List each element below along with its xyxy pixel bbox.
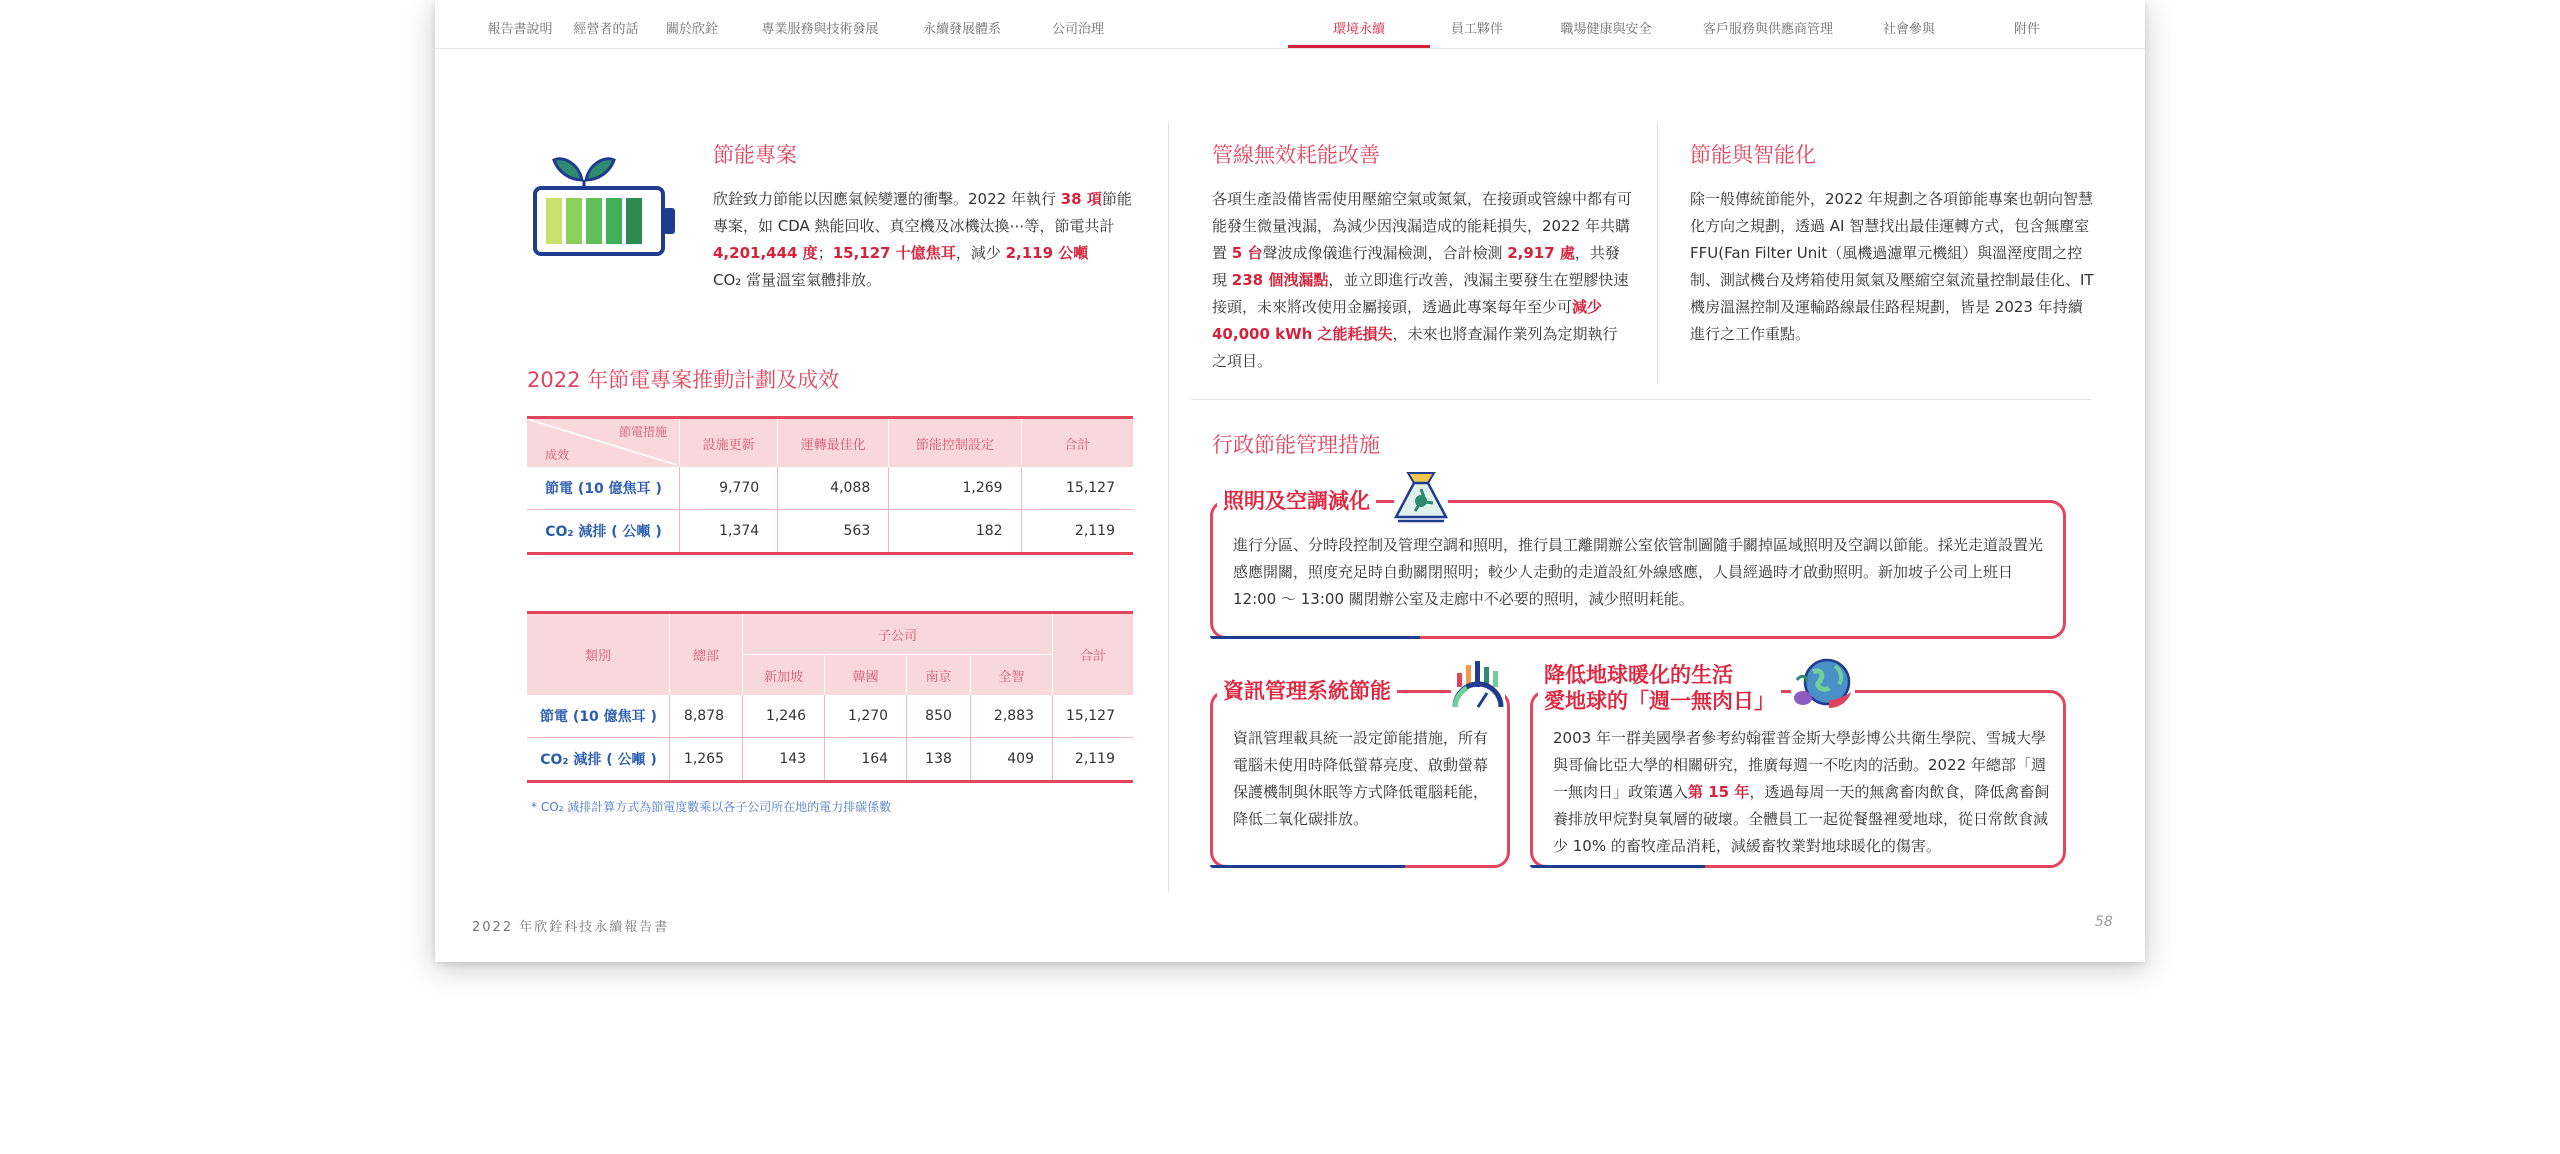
highlight-value: 238 個洩漏點 [1231,271,1329,289]
nav-item-environment[interactable]: 環境永續 [1332,22,1386,37]
report-page [435,0,2145,962]
table-corner-header [527,418,680,468]
table-cell: 1,270 [825,695,907,738]
pipeline-paragraph [1212,186,1632,375]
meatless-title-line2: 愛地球的「週一無肉日」 [1544,689,1775,713]
nav-item-appendix[interactable]: 附件 [2013,22,2041,37]
highlight-value: 減少 40,000 kWh 之能耗損失 [1212,298,1603,343]
text-run: ，未來也將查漏作業列為定期執行之項目。 [1212,325,1618,370]
column-header-group: 子公司 [743,613,1053,655]
nav-item-report-description[interactable]: 報告書說明 [487,22,553,37]
highlight-value: 4,201,444 度 [713,244,818,262]
meatless-text [1553,725,2053,860]
lighting-box [1210,500,2066,639]
text-run: CO₂ 當量溫室氣體排放。 [713,271,882,289]
lighting-text: 進行分區、分時段控制及管理空調和照明，推行員工離開辦公室依管制圖隨手關掉區域照明及空調以節能。採光走道設置光感應開關，照度充足時自動關閉照明；較少人走動的走道設紅外線感應，人員經過時才啟動照明。新加坡子公司上班日 12:00 ～ 13:00 關閉辦公室及走廊中不必要的照明，減少照明耗能。 [1233,536,2044,608]
pipeline-title: 管線無效耗能改善 [1212,143,1380,167]
highlight-value: 2,119 公噸 [1005,244,1089,262]
corner-label-bottom: 成效 [545,448,570,462]
table-cell: 182 [889,510,1021,554]
nav-item-social[interactable]: 社會參與 [1882,22,1936,37]
highlight-value: 2,917 處 [1507,244,1575,262]
sub-column-header: 全智 [970,655,1052,696]
table-row [527,695,1133,738]
table-cell: 2,883 [970,695,1052,738]
sub-column-header: 韓國 [825,655,907,696]
table-cell: 143 [743,738,825,782]
top-nav [435,0,2145,49]
energy-project-paragraph [713,186,1143,294]
text-run: 欣銓致力節能以因應氣候變遷的衝擊。2022 年執行 [713,190,1061,208]
column-header: 合計 [1053,613,1134,696]
row-label: CO₂ 減排 ( 公噸 ) [527,510,680,554]
table-row [527,738,1133,782]
nav-item-services-tech[interactable]: 專業服務與技術發展 [761,22,879,37]
column-divider [1168,122,1169,892]
corner-label-top: 節電措施 [618,425,667,439]
table-cell: 1,246 [743,695,825,738]
row-label: 節電 (10 億焦耳 ) [527,695,670,738]
nav-item-governance[interactable]: 公司治理 [1051,22,1105,37]
nav-item-health-safety[interactable]: 職場健康與安全 [1560,22,1652,37]
box-accent [1210,636,1420,639]
table-cell: 1,269 [889,467,1021,510]
text-run: 各項生產設備皆需使用壓縮空氣或氮氣，在接頭或管線中都有可能發生微量洩漏，為減少因洩漏造成的能耗損失，2022 年共購置 [1212,190,1633,262]
lighting-title: 照明及空調減化 [1217,488,1376,514]
energy-project-title: 節能專案 [713,143,797,167]
highlight-value: 5 台 [1231,244,1263,262]
nav-item-ceo-message[interactable]: 經營者的話 [573,22,639,37]
nav-item-about[interactable]: 關於欣銓 [665,22,719,37]
nav-item-customers-suppliers[interactable]: 客戶服務與供應商管理 [1702,22,1834,37]
sub-column-header: 南京 [907,655,971,696]
table-row [527,510,1133,554]
text-run: ； [817,244,833,262]
text-run: 聲波成像儀進行洩漏檢測，合計檢測 [1262,244,1508,262]
text-run: ，共發現 [1212,244,1620,289]
nav-item-sustainability-system[interactable]: 永續發展體系 [922,22,1002,37]
subsidiary-energy-table [527,611,1133,783]
highlight-value: 38 項 [1060,190,1102,208]
table-row [527,467,1133,510]
column-header: 設施更新 [680,418,778,468]
table-cell: 850 [907,695,971,738]
earth-vegetable-icon [1789,654,1857,714]
table-cell: 164 [825,738,907,782]
text-run: 節能專案，如 CDA 熱能回收、真空機及冰機汰換⋯等，節電共計 [713,190,1132,235]
energy-saving-plan-table [527,416,1133,555]
highlight-value: 15,127 十億焦耳 [832,244,956,262]
row-label: CO₂ 減排 ( 公噸 ) [527,738,670,782]
smart-title: 節能與智能化 [1690,143,1816,167]
meatless-title-line1: 降低地球暖化的生活 [1544,663,1733,687]
meatless-title [1538,662,1781,714]
table-cell: 563 [778,510,889,554]
lighting-fan-icon [1390,467,1452,525]
text-run: ，並立即進行改善，洩漏主要發生在塑膠快速接頭，未來將改使用金屬接頭，透過此專案每年至少可 [1212,271,1629,316]
table-cell: 4,088 [778,467,889,510]
table-cell: 2,119 [1021,510,1133,554]
column-divider [1657,122,1658,384]
sub-column-header: 新加坡 [743,655,825,696]
table-footnote: * CO₂ 減排計算方式為節電度數乘以各子公司所在地的電力排碳係數 [531,800,892,814]
column-header: 運轉最佳化 [778,418,889,468]
table-cell: 138 [907,738,971,782]
box-accent [1530,865,1705,868]
column-header: 節能控制設定 [889,418,1021,468]
box-accent [1210,865,1405,868]
table-cell: 15,127 [1021,467,1133,510]
it-box [1210,690,1510,868]
it-text: 資訊管理載具統一設定節能措施，所有電腦未使用時降低螢幕亮度、啟動螢幕保護機制與休眠等方式降低電腦耗能，降低二氧化碳排放。 [1233,729,1489,828]
row-label: 節電 (10 億焦耳 ) [527,467,680,510]
table-cell: 2,119 [1053,738,1134,782]
text-run: 2003 年一群美國學者參考約翰霍普金斯大學彭博公共衛生學院、雪城大學與哥倫比亞大學的相關研究，推廣每週一不吃肉的活動。2022 年總部「週一無肉日」政策邁入 [1553,729,2046,801]
meatless-monday-box [1530,690,2066,868]
admin-title: 行政節能管理措施 [1212,433,1380,457]
table-cell: 1,265 [670,738,743,782]
table-cell: 409 [970,738,1052,782]
battery-sprout-icon [532,152,682,262]
table-cell: 9,770 [680,467,778,510]
it-title: 資訊管理系統節能 [1217,678,1397,704]
column-header: 類別 [527,613,670,696]
text-run: ，減少 [955,244,1006,262]
table-cell: 8,878 [670,695,743,738]
table-cell: 15,127 [1053,695,1134,738]
text-run: ，透過每周一天的無禽畜肉飲食，降低禽畜飼養排放甲烷對臭氧層的破壞。全體員工一起從餐盤裡愛地球，從日常飲食減少 10% 的畜牧產品消耗，減緩畜牧業對地球暖化的傷害。 [1553,783,2050,855]
column-header: 合計 [1021,418,1133,468]
column-header: 總部 [670,613,743,696]
smart-paragraph: 除一般傳統節能外，2022 年規劃之各項節能專案也朝向智慧化方向之規劃，透過 AI 智慧找出最佳運轉方式，包含無塵室 FFU(Fan Filter Unit（風機過濾單元機組）與溫溼度間之控制、測試機台及烤箱使用氮氣及壓縮空氣流量控制最佳化、IT 機房溫濕控制及運輸路線最佳路程規劃，皆是 2023 年持續進行之工作重點。 [1690,190,2094,343]
page-number: 58 [2095,914,2113,930]
table-cell: 1,374 [680,510,778,554]
table1-title: 2022 年節電專案推動計劃及成效 [527,368,840,392]
it-dashboard-icon [1447,653,1509,711]
footer-report-title: 2022 年欣銓科技永續報告書 [472,920,670,935]
nav-item-employees[interactable]: 員工夥伴 [1450,22,1504,37]
section-divider [1191,399,2091,400]
active-tab-underline [1288,45,1430,48]
highlight-value: 第 15 年 [1688,783,1750,801]
